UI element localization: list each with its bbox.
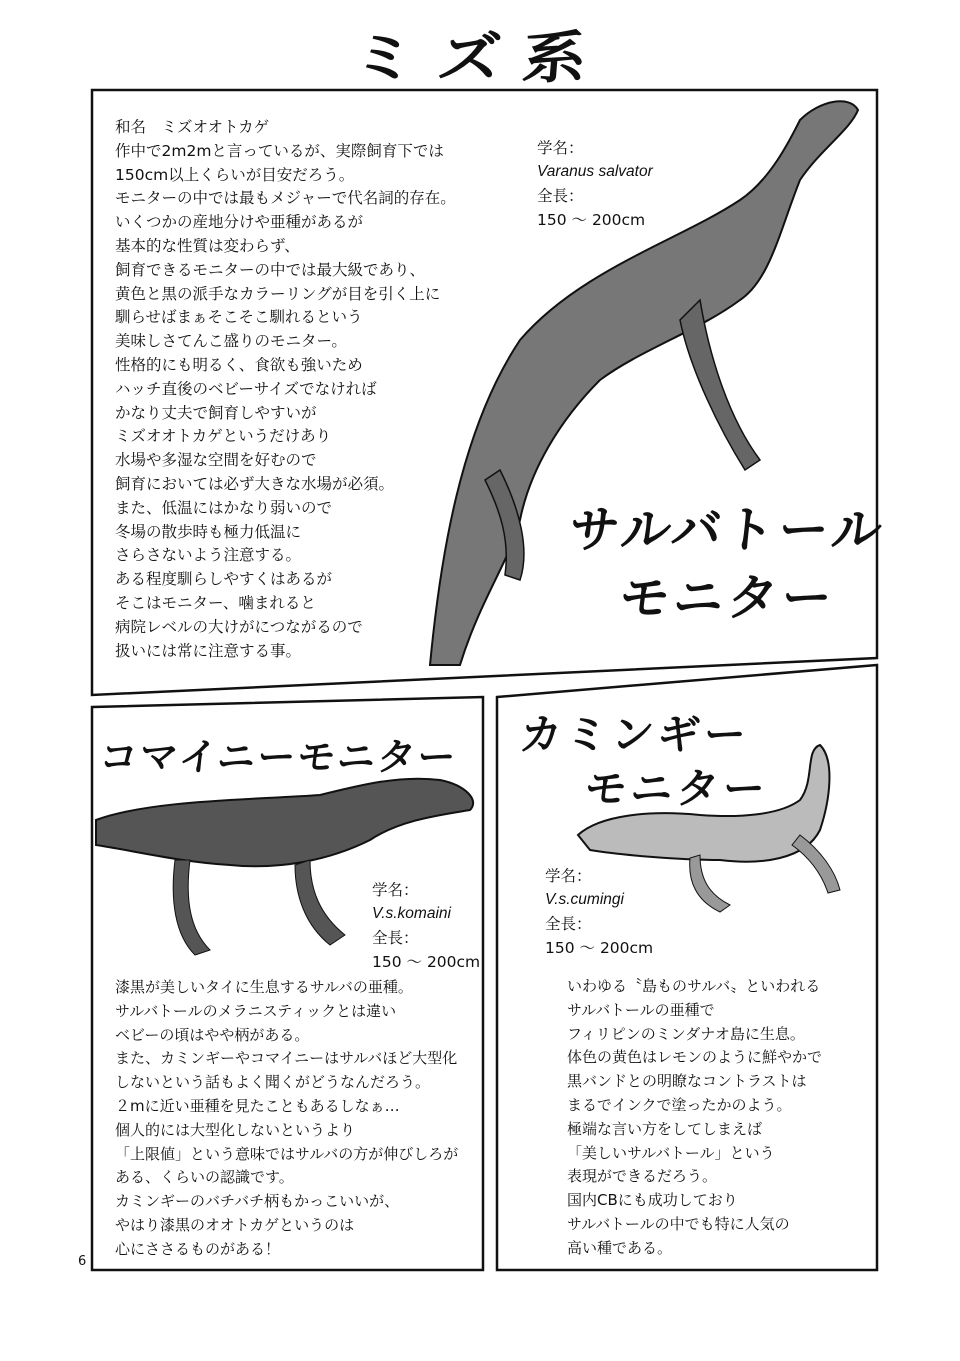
text-line: まるでインクで塗ったかのよう。 (567, 1095, 792, 1114)
length-value: 150 ～ 200cm (372, 953, 481, 971)
komaini-spec (372, 878, 480, 974)
text-line: 「上限値」という意味ではサルバの方が伸びしろが (115, 1144, 459, 1163)
sci-name: Varanus salvator (537, 163, 653, 180)
salvator-spec (537, 136, 653, 232)
text-line: 和名 ミズオオトカゲ (115, 118, 270, 136)
salvator-description (115, 116, 456, 663)
text-line: サルバトールの亜種で (567, 1000, 715, 1019)
text-line: 「美しいサルバトール」という (567, 1143, 775, 1162)
text-line: 黄色と黒の派手なカラーリングが目を引く上に (115, 284, 441, 303)
sci-name-label: 学名： (372, 881, 419, 899)
text-line: かなり丈夫で飼育しやすいが (115, 403, 317, 422)
length-label: 全長： (537, 187, 584, 205)
text-line: 黒バンドとの明瞭なコントラストは (567, 1072, 807, 1091)
cumingi-heading-2: モニター (582, 764, 772, 813)
salvator-heading-2: モニター (616, 569, 839, 627)
text-line: ミズオオトカゲというだけあり (115, 427, 332, 446)
text-line: フィリピンのミンダナオ島に生息。 (567, 1024, 805, 1043)
komaini-heading: コマイニーモニター (97, 735, 460, 779)
text-line: 飼育できるモニターの中では最大級であり、 (115, 260, 426, 279)
text-line: いわゆる〝島ものサルバ〟といわれる (567, 977, 821, 995)
text-line: 水場や多湿な空間を好むので (115, 451, 317, 470)
text-line: 漆黒が美しいタイに生息するサルバの亜種。 (115, 978, 413, 996)
text-line: しないという話もよく聞くがどうなんだろう。 (115, 1073, 431, 1092)
sci-name-label: 学名： (545, 867, 592, 885)
text-line: カミンギーのバチバチ柄もかっこいいが、 (115, 1192, 400, 1211)
text-line: 扱いには常に注意する事。 (115, 641, 302, 660)
text-line: 極端な言い方をしてしまえば (567, 1119, 763, 1138)
text-line: 性格的にも明るく、食欲も強いため (115, 355, 363, 374)
text-line: モニターの中では最もメジャーで代名詞的存在。 (115, 189, 456, 208)
text-line: そこはモニター、噛まれると (115, 593, 316, 612)
text-line: 個人的には大型化しないというより (115, 1120, 356, 1139)
text-line: ベビーの頃はやや柄がある。 (115, 1025, 310, 1044)
sci-name: V.s.komaini (372, 905, 451, 922)
text-line: いくつかの産地分けや亜種があるが (115, 213, 364, 232)
komaini-description (115, 976, 458, 1262)
text-line: 心にささるものがある！ (115, 1239, 281, 1258)
text-line: また、低温にはかなり弱いので (115, 498, 333, 517)
text-line: 美味しさてんこ盛りのモニター。 (115, 332, 347, 351)
text-line: ある、くらいの認識です。 (115, 1168, 294, 1187)
text-line: 体色の黄色はレモンのように鮮やかで (567, 1048, 823, 1067)
salvator-heading-1: サルバトール (566, 501, 889, 559)
cumingi-description (567, 975, 822, 1261)
text-line: 作中で2m2mと言っているが、実際飼育下では (115, 141, 444, 160)
text-line: 150cm以上くらいが目安だろう。 (115, 165, 355, 184)
text-line: ある程度馴らしやすくはあるが (115, 570, 333, 589)
text-line: 国内CBにも成功しており (567, 1191, 738, 1210)
page-number: 6 (78, 1254, 87, 1269)
text-line: サルバトールの中でも特に人気の (567, 1214, 790, 1233)
text-line: 馴らせばまぁそこそこ馴れるという (115, 308, 363, 327)
text-line: 高い種である。 (567, 1238, 673, 1257)
text-line: やはり漆黒のオオトカゲというのは (115, 1215, 355, 1234)
length-value: 150 ～ 200cm (537, 211, 646, 229)
text-line: 病院レベルの大けがにつながるので (115, 617, 363, 636)
text-line: また、カミンギーやコマイニーはサルバほど大型化 (115, 1049, 458, 1068)
sci-name-label: 学名： (537, 139, 584, 157)
text-line: 冬場の散歩時も極力低温に (115, 522, 302, 541)
cumingi-spec (545, 864, 653, 960)
text-line: 基本的な性質は変わらず、 (115, 236, 300, 255)
text-line: さらさないよう注意する。 (115, 546, 302, 565)
length-value: 150 ～ 200cm (545, 939, 654, 957)
sci-name: V.s.cumingi (545, 891, 624, 908)
length-label: 全長： (372, 929, 419, 947)
text-line: ハッチ直後のベビーサイズでなければ (115, 379, 377, 398)
page-title: ミズ系 (349, 26, 610, 91)
length-label: 全長： (545, 915, 592, 933)
text-line: ２mに近い亜種を見たこともあるしなぁ… (115, 1096, 400, 1115)
cumingi-heading-1: カミンギー (517, 710, 753, 759)
text-line: サルバトールのメラニスティックとは違い (115, 1001, 397, 1020)
text-line: 表現ができるだろう。 (567, 1167, 718, 1186)
text-line: 飼育においては必ず大きな水場が必須。 (115, 474, 395, 493)
